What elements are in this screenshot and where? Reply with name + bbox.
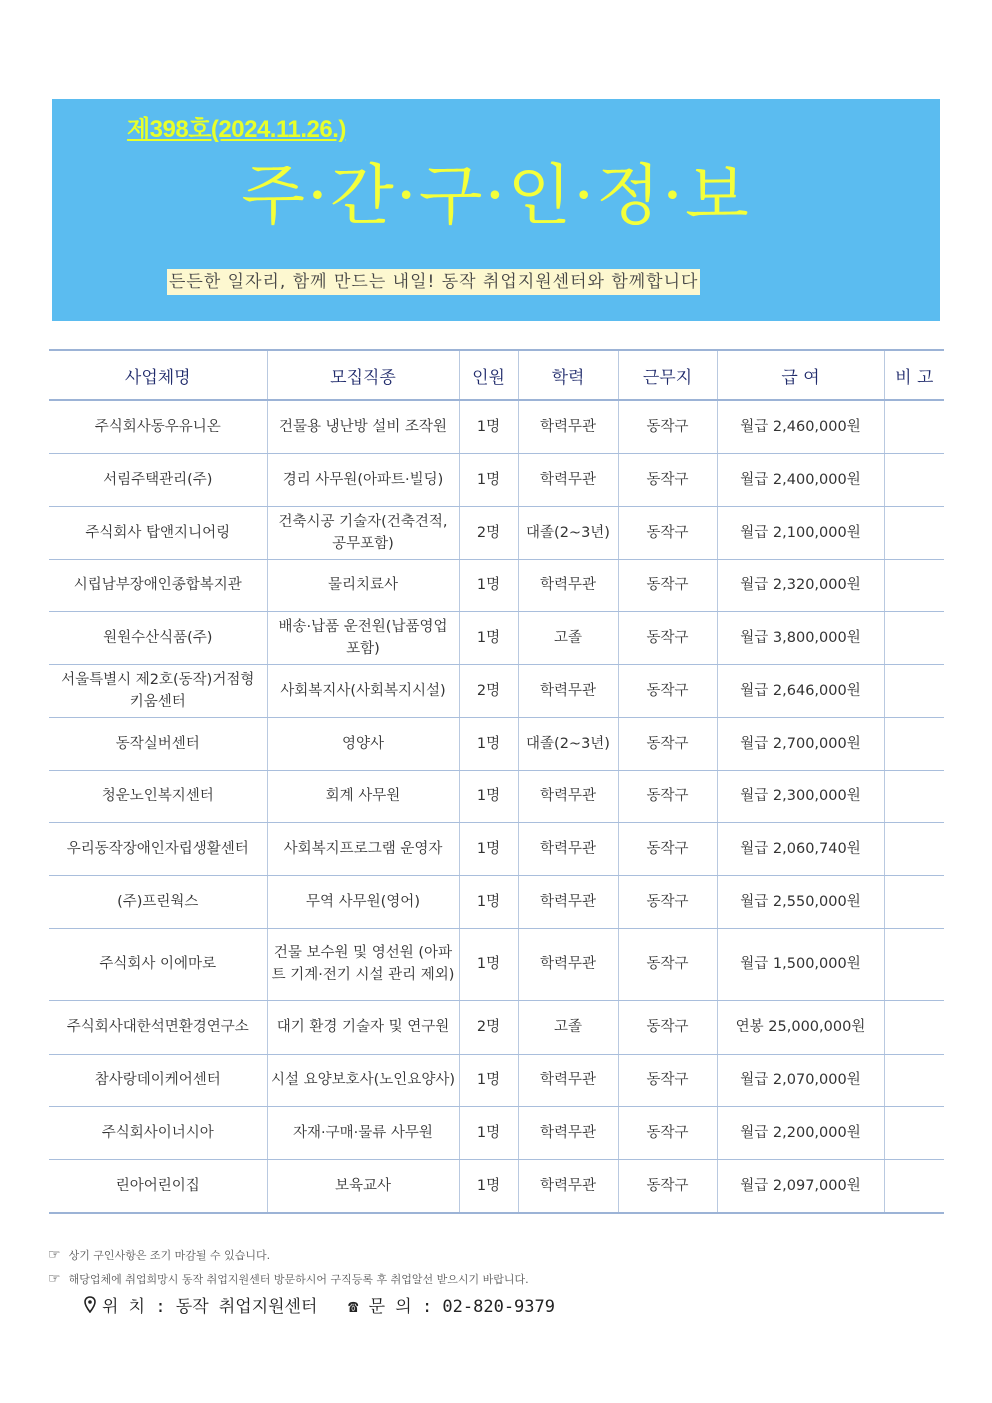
note-cell bbox=[884, 1054, 944, 1106]
location-cell: 동작구 bbox=[618, 928, 717, 1000]
education-cell: 학력무관 bbox=[518, 400, 618, 453]
count-cell: 1명 bbox=[459, 770, 518, 822]
note-cell bbox=[884, 453, 944, 506]
table-row bbox=[49, 770, 944, 822]
count-cell: 2명 bbox=[459, 664, 518, 717]
company-cell: 원원수산식품(주) bbox=[49, 611, 267, 664]
job-cell: 물리치료사 bbox=[267, 559, 459, 611]
pay-cell: 월급 2,200,000원 bbox=[717, 1106, 884, 1159]
header-location: 근무지 bbox=[618, 350, 717, 400]
pay-cell: 월급 2,460,000원 bbox=[717, 400, 884, 453]
table-row bbox=[49, 717, 944, 770]
company-cell: 주식회사이너시아 bbox=[49, 1106, 267, 1159]
job-cell: 무역 사무원(영어) bbox=[267, 875, 459, 928]
pay-cell: 연봉 25,000,000원 bbox=[717, 1000, 884, 1054]
phone-text: 문 의 : 02-820-9379 bbox=[368, 1297, 555, 1317]
pay-cell: 월급 2,070,000원 bbox=[717, 1054, 884, 1106]
education-cell: 학력무관 bbox=[518, 1159, 618, 1213]
table-row bbox=[49, 1159, 944, 1213]
table-row bbox=[49, 1054, 944, 1106]
company-cell: 동작실버센터 bbox=[49, 717, 267, 770]
header-count: 인원 bbox=[459, 350, 518, 400]
note-cell bbox=[884, 1000, 944, 1054]
location-cell: 동작구 bbox=[618, 1106, 717, 1159]
count-cell: 1명 bbox=[459, 1106, 518, 1159]
job-cell: 건축시공 기술자(건축견적, 공무포함) bbox=[267, 506, 459, 559]
job-cell: 건물 보수원 및 영선원 (아파트 기계·전기 시설 관리 제외) bbox=[267, 928, 459, 1000]
table-row bbox=[49, 453, 944, 506]
header-banner bbox=[52, 99, 940, 321]
company-cell: 시립남부장애인종합복지관 bbox=[49, 559, 267, 611]
table-row bbox=[49, 400, 944, 453]
job-cell: 시설 요양보호사(노인요양사) bbox=[267, 1054, 459, 1106]
location-cell: 동작구 bbox=[618, 717, 717, 770]
location-cell: 동작구 bbox=[618, 664, 717, 717]
education-cell: 학력무관 bbox=[518, 822, 618, 875]
note-text: 상기 구인사항은 조기 마감될 수 있습니다. bbox=[68, 1249, 271, 1262]
location-cell: 동작구 bbox=[618, 453, 717, 506]
count-cell: 1명 bbox=[459, 453, 518, 506]
note-text: 해당업체에 취업희망시 동작 취업지원센터 방문하시어 구직등록 후 취업알선 받으시기 바랍니다. bbox=[68, 1273, 529, 1286]
note-cell bbox=[884, 611, 944, 664]
count-cell: 1명 bbox=[459, 1054, 518, 1106]
pay-cell: 월급 2,300,000원 bbox=[717, 770, 884, 822]
pay-cell: 월급 2,320,000원 bbox=[717, 559, 884, 611]
job-cell: 보육교사 bbox=[267, 1159, 459, 1213]
count-cell: 2명 bbox=[459, 1000, 518, 1054]
pay-cell: 월급 2,646,000원 bbox=[717, 664, 884, 717]
job-cell: 영양사 bbox=[267, 717, 459, 770]
header-job: 모집직종 bbox=[267, 350, 459, 400]
pay-cell: 월급 1,500,000원 bbox=[717, 928, 884, 1000]
pay-cell: 월급 2,097,000원 bbox=[717, 1159, 884, 1213]
location-text: 위 치 : 동작 취업지원센터 bbox=[102, 1297, 318, 1317]
education-cell: 학력무관 bbox=[518, 928, 618, 1000]
issue-number: 제398호(2024.11.26.) bbox=[127, 116, 346, 143]
count-cell: 1명 bbox=[459, 717, 518, 770]
note-line bbox=[48, 1269, 529, 1293]
education-cell: 학력무관 bbox=[518, 1106, 618, 1159]
count-cell: 1명 bbox=[459, 611, 518, 664]
table-row bbox=[49, 611, 944, 664]
location-pin-icon bbox=[84, 1296, 96, 1318]
company-cell: 우리동작장애인자립생활센터 bbox=[49, 822, 267, 875]
company-cell: 청운노인복지센터 bbox=[49, 770, 267, 822]
table-row bbox=[49, 928, 944, 1000]
education-cell: 고졸 bbox=[518, 611, 618, 664]
education-cell: 학력무관 bbox=[518, 664, 618, 717]
count-cell: 1명 bbox=[459, 400, 518, 453]
education-cell: 학력무관 bbox=[518, 453, 618, 506]
company-cell: 주식회사 이에마로 bbox=[49, 928, 267, 1000]
slogan: 든든한 일자리, 함께 만드는 내일! 동작 취업지원센터와 함께합니다 bbox=[167, 269, 700, 295]
education-cell: 학력무관 bbox=[518, 770, 618, 822]
table-row bbox=[49, 664, 944, 717]
location-cell: 동작구 bbox=[618, 559, 717, 611]
table-header-row bbox=[49, 350, 944, 400]
count-cell: 1명 bbox=[459, 1159, 518, 1213]
company-cell: (주)프린웍스 bbox=[49, 875, 267, 928]
pay-cell: 월급 2,400,000원 bbox=[717, 453, 884, 506]
location-cell: 동작구 bbox=[618, 822, 717, 875]
count-cell: 2명 bbox=[459, 506, 518, 559]
location-cell: 동작구 bbox=[618, 400, 717, 453]
count-cell: 1명 bbox=[459, 559, 518, 611]
job-listing-table bbox=[49, 349, 944, 1214]
note-cell bbox=[884, 506, 944, 559]
job-cell: 사회복지프로그램 운영자 bbox=[267, 822, 459, 875]
company-cell: 주식회사 탑앤지니어링 bbox=[49, 506, 267, 559]
company-cell: 참사랑데이케어센터 bbox=[49, 1054, 267, 1106]
count-cell: 1명 bbox=[459, 928, 518, 1000]
phone-icon: ☎ bbox=[348, 1297, 359, 1317]
header-education: 학력 bbox=[518, 350, 618, 400]
table-row bbox=[49, 506, 944, 559]
note-cell bbox=[884, 400, 944, 453]
education-cell: 학력무관 bbox=[518, 1054, 618, 1106]
education-cell: 대졸(2~3년) bbox=[518, 506, 618, 559]
pay-cell: 월급 2,060,740원 bbox=[717, 822, 884, 875]
company-cell: 주식회사대한석면환경연구소 bbox=[49, 1000, 267, 1054]
location-cell: 동작구 bbox=[618, 875, 717, 928]
table-row bbox=[49, 822, 944, 875]
contact-info bbox=[84, 1292, 555, 1318]
note-cell bbox=[884, 1159, 944, 1213]
note-line bbox=[48, 1245, 529, 1269]
location-cell: 동작구 bbox=[618, 1000, 717, 1054]
table-row bbox=[49, 1000, 944, 1054]
job-cell: 사회복지사(사회복지시설) bbox=[267, 664, 459, 717]
job-cell: 대기 환경 기술자 및 연구원 bbox=[267, 1000, 459, 1054]
location-cell: 동작구 bbox=[618, 1054, 717, 1106]
education-cell: 학력무관 bbox=[518, 875, 618, 928]
note-cell bbox=[884, 1106, 944, 1159]
company-cell: 린아어린이집 bbox=[49, 1159, 267, 1213]
header-note: 비 고 bbox=[884, 350, 944, 400]
location-cell: 동작구 bbox=[618, 1159, 717, 1213]
note-cell bbox=[884, 559, 944, 611]
note-cell bbox=[884, 664, 944, 717]
job-cell: 회계 사무원 bbox=[267, 770, 459, 822]
note-cell bbox=[884, 770, 944, 822]
note-cell bbox=[884, 717, 944, 770]
count-cell: 1명 bbox=[459, 875, 518, 928]
job-cell: 배송·납품 운전원(납품영업 포함) bbox=[267, 611, 459, 664]
job-cell: 자재·구매·물류 사무원 bbox=[267, 1106, 459, 1159]
header-company: 사업체명 bbox=[49, 350, 267, 400]
job-cell: 경리 사무원(아파트·빌딩) bbox=[267, 453, 459, 506]
note-cell bbox=[884, 928, 944, 1000]
note-cell bbox=[884, 822, 944, 875]
company-cell: 주식회사동우유니온 bbox=[49, 400, 267, 453]
pay-cell: 월급 2,100,000원 bbox=[717, 506, 884, 559]
count-cell: 1명 bbox=[459, 822, 518, 875]
page-title: 주·간·구·인·정·보 bbox=[241, 157, 751, 234]
note-cell bbox=[884, 875, 944, 928]
table-row bbox=[49, 559, 944, 611]
location-cell: 동작구 bbox=[618, 770, 717, 822]
company-cell: 서림주택관리(주) bbox=[49, 453, 267, 506]
location-cell: 동작구 bbox=[618, 506, 717, 559]
pay-cell: 월급 2,550,000원 bbox=[717, 875, 884, 928]
notes bbox=[48, 1245, 529, 1293]
education-cell: 대졸(2~3년) bbox=[518, 717, 618, 770]
table-row bbox=[49, 1106, 944, 1159]
pay-cell: 월급 3,800,000원 bbox=[717, 611, 884, 664]
pointing-hand-icon: ☞ bbox=[48, 1271, 61, 1287]
header-pay: 급 여 bbox=[717, 350, 884, 400]
location-cell: 동작구 bbox=[618, 611, 717, 664]
education-cell: 고졸 bbox=[518, 1000, 618, 1054]
pointing-hand-icon: ☞ bbox=[48, 1247, 61, 1263]
company-cell: 서울특별시 제2호(동작)거점형 키움센터 bbox=[49, 664, 267, 717]
job-cell: 건물용 냉난방 설비 조작원 bbox=[267, 400, 459, 453]
pay-cell: 월급 2,700,000원 bbox=[717, 717, 884, 770]
education-cell: 학력무관 bbox=[518, 559, 618, 611]
table-row bbox=[49, 875, 944, 928]
